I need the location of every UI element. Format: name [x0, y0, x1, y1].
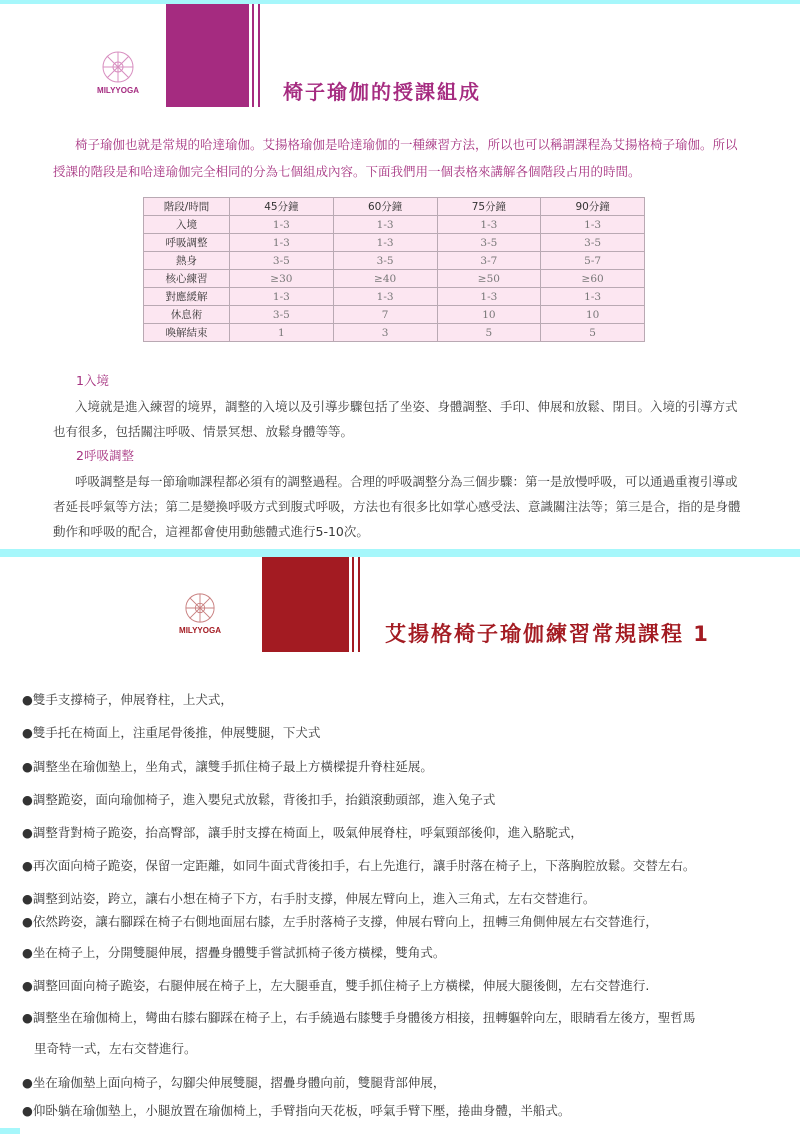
top-band — [0, 0, 800, 4]
table-cell: 1-3 — [541, 216, 645, 234]
table-row — [144, 216, 645, 234]
list-item: ●雙手托在椅面上，注重尾骨後推，伸展雙腿，下犬式 — [22, 725, 321, 740]
section1-title: 椅子瑜伽的授課組成 — [283, 80, 481, 104]
list-item: ●調整回面向椅子跪姿，右腿伸展在椅子上，左大腿垂直，雙手抓住椅子上方橫樑，伸展大腿後側，左右交替進行. — [22, 978, 650, 993]
milyyoga-logo — [88, 50, 148, 95]
table-row — [144, 306, 645, 324]
table-row — [144, 324, 645, 342]
paragraph-line: 者延長呼氣等方法；第二是變換呼吸方式到腹式呼吸，方法也有很多比如掌心感受法、意識關注法等；第三是合，指的是身體 — [53, 499, 741, 514]
bottom-band — [0, 1128, 20, 1134]
table-cell: ≥60 — [541, 270, 645, 288]
lotus-logo-icon — [184, 592, 216, 624]
lotus-logo-icon — [101, 50, 135, 84]
table-cell: 1-3 — [230, 288, 334, 306]
table-header: 階段/時間 — [144, 198, 230, 216]
intro-line: 椅子瑜伽也就是常規的哈達瑜伽。艾揚格瑜伽是哈達瑜伽的一種練習方法，所以也可以稱謂課程為艾揚格椅子瑜伽。所以 — [75, 137, 738, 152]
header-line — [352, 557, 354, 652]
table-cell: 3-5 — [230, 306, 334, 324]
list-item: ●坐在椅子上，分開雙腿伸展，摺疊身體雙手嘗試抓椅子後方橫樑，雙角式。 — [22, 945, 446, 960]
list-item: ●再次面向椅子跪姿，保留一定距離，如同牛面式背後扣手，右上先進行，讓手肘落在椅子上，下落胸腔放鬆。交替左右。 — [22, 858, 696, 873]
table-cell: 10 — [437, 306, 541, 324]
table-cell: 1-3 — [437, 216, 541, 234]
header-line — [252, 4, 254, 107]
header-line — [258, 4, 260, 107]
table-cell: 5 — [437, 324, 541, 342]
stage-name: 熱身 — [144, 252, 230, 270]
stage-name: 核心練習 — [144, 270, 230, 288]
paragraph-line: 入境就是進入練習的境界，調整的入境以及引導步驟包括了坐姿、身體調整、手印、伸展和放鬆、閉目。入境的引導方式 — [75, 399, 738, 414]
heading-ruijing: 1入境 — [76, 373, 109, 388]
stage-name: 對應緩解 — [144, 288, 230, 306]
stage-name: 呼吸調整 — [144, 234, 230, 252]
table-header: 45分鐘 — [230, 198, 334, 216]
list-item: 里奇特一式，左右交替進行。 — [34, 1041, 197, 1056]
table-cell: 10 — [541, 306, 645, 324]
table-header: 60分鐘 — [333, 198, 437, 216]
stage-name: 休息術 — [144, 306, 230, 324]
list-item: ●調整坐在瑜伽椅上，彎曲右膝右腳踩在椅子上，右手繞過右膝雙手身體後方相接，扭轉軀幹向左，眼睛看左後方，聖哲馬 — [22, 1010, 696, 1025]
table-cell: 3-5 — [541, 234, 645, 252]
header-block — [262, 557, 349, 652]
table-cell: 1-3 — [333, 234, 437, 252]
table-row — [144, 288, 645, 306]
heading-breathing: 2呼吸調整 — [76, 448, 134, 463]
table-row — [144, 252, 645, 270]
table-cell: 3-5 — [437, 234, 541, 252]
section2-title: 艾揚格椅子瑜伽練習常規課程 1 — [385, 622, 710, 646]
stage-name: 入境 — [144, 216, 230, 234]
table-cell: 7 — [333, 306, 437, 324]
logo-text: MILYYOGA — [179, 626, 221, 635]
table-cell: ≥30 — [230, 270, 334, 288]
divider-band — [0, 549, 800, 557]
stage-time-table — [143, 197, 645, 342]
table-row — [144, 234, 645, 252]
table-cell: 3 — [333, 324, 437, 342]
table-cell: 1-3 — [230, 216, 334, 234]
milyyoga-logo — [170, 592, 230, 635]
list-item: ●雙手支撐椅子，伸展脊柱，上犬式， — [22, 692, 233, 707]
list-item: ●調整背對椅子跪姿，抬高臀部，讓手肘支撐在椅面上，吸氣伸展脊柱，呼氣頸部後仰，進入駱駝式， — [22, 825, 583, 840]
header-line — [358, 557, 360, 652]
table-cell: 1-3 — [541, 288, 645, 306]
table-cell: 5 — [541, 324, 645, 342]
table-header-row — [144, 198, 645, 216]
list-item: ●仰卧躺在瑜伽墊上，小腿放置在瑜伽椅上，手臂指向天花板，呼氣手臂下壓，捲曲身體，半船式。 — [22, 1103, 571, 1118]
header-block — [166, 4, 249, 107]
table-cell: 3-5 — [333, 252, 437, 270]
table-cell: 3-5 — [230, 252, 334, 270]
table-cell: 1-3 — [333, 288, 437, 306]
table-cell: 1 — [230, 324, 334, 342]
table-cell: 5-7 — [541, 252, 645, 270]
table-row — [144, 270, 645, 288]
table-cell: 1-3 — [333, 216, 437, 234]
list-item: ●依然跨姿，讓右腳踩在椅子右側地面屈右膝，左手肘落椅子支撐，伸展右臂向上，扭轉三角側伸展左右交替進行， — [22, 914, 658, 929]
paragraph-line: 呼吸調整是每一節瑜咖課程都必須有的調整過程。合理的呼吸調整分為三個步驟：第一是放慢呼吸，可以通過重複引導或 — [75, 474, 738, 489]
stage-name: 喚解結束 — [144, 324, 230, 342]
logo-text: MILYYOGA — [97, 86, 139, 95]
intro-line: 授課的階段是和哈達瑜伽完全相同的分為七個組成內容。下面我們用一個表格來講解各個階段占用的時間。 — [53, 164, 641, 179]
table-cell: ≥40 — [333, 270, 437, 288]
table-cell: ≥50 — [437, 270, 541, 288]
list-item: ●調整跪姿，面向瑜伽椅子，進入嬰兒式放鬆，背後扣手，抬鎖滾動頭部，進入兔子式 — [22, 792, 496, 807]
table-header: 75分鐘 — [437, 198, 541, 216]
list-item: ●調整坐在瑜伽墊上，坐角式，讓雙手抓住椅子最上方橫樑提升脊柱延展。 — [22, 759, 433, 774]
table-header: 90分鐘 — [541, 198, 645, 216]
paragraph-line: 動作和呼吸的配合，這裡都會使用動態體式進行5-10次。 — [53, 524, 369, 539]
list-item: ●調整到站姿，跨立，讓右小想在椅子下方，右手肘支撐，伸展左臂向上，進入三角式，左右交替進行。 — [22, 891, 596, 906]
table-cell: 3-7 — [437, 252, 541, 270]
table-cell: 1-3 — [437, 288, 541, 306]
list-item: ●坐在瑜伽墊上面向椅子，勾腳尖伸展雙腿，摺疊身體向前，雙腿背部伸展， — [22, 1075, 446, 1090]
table-cell: 1-3 — [230, 234, 334, 252]
paragraph-line: 也有很多，包括關注呼吸、情景冥想、放鬆身體等等。 — [53, 424, 354, 439]
